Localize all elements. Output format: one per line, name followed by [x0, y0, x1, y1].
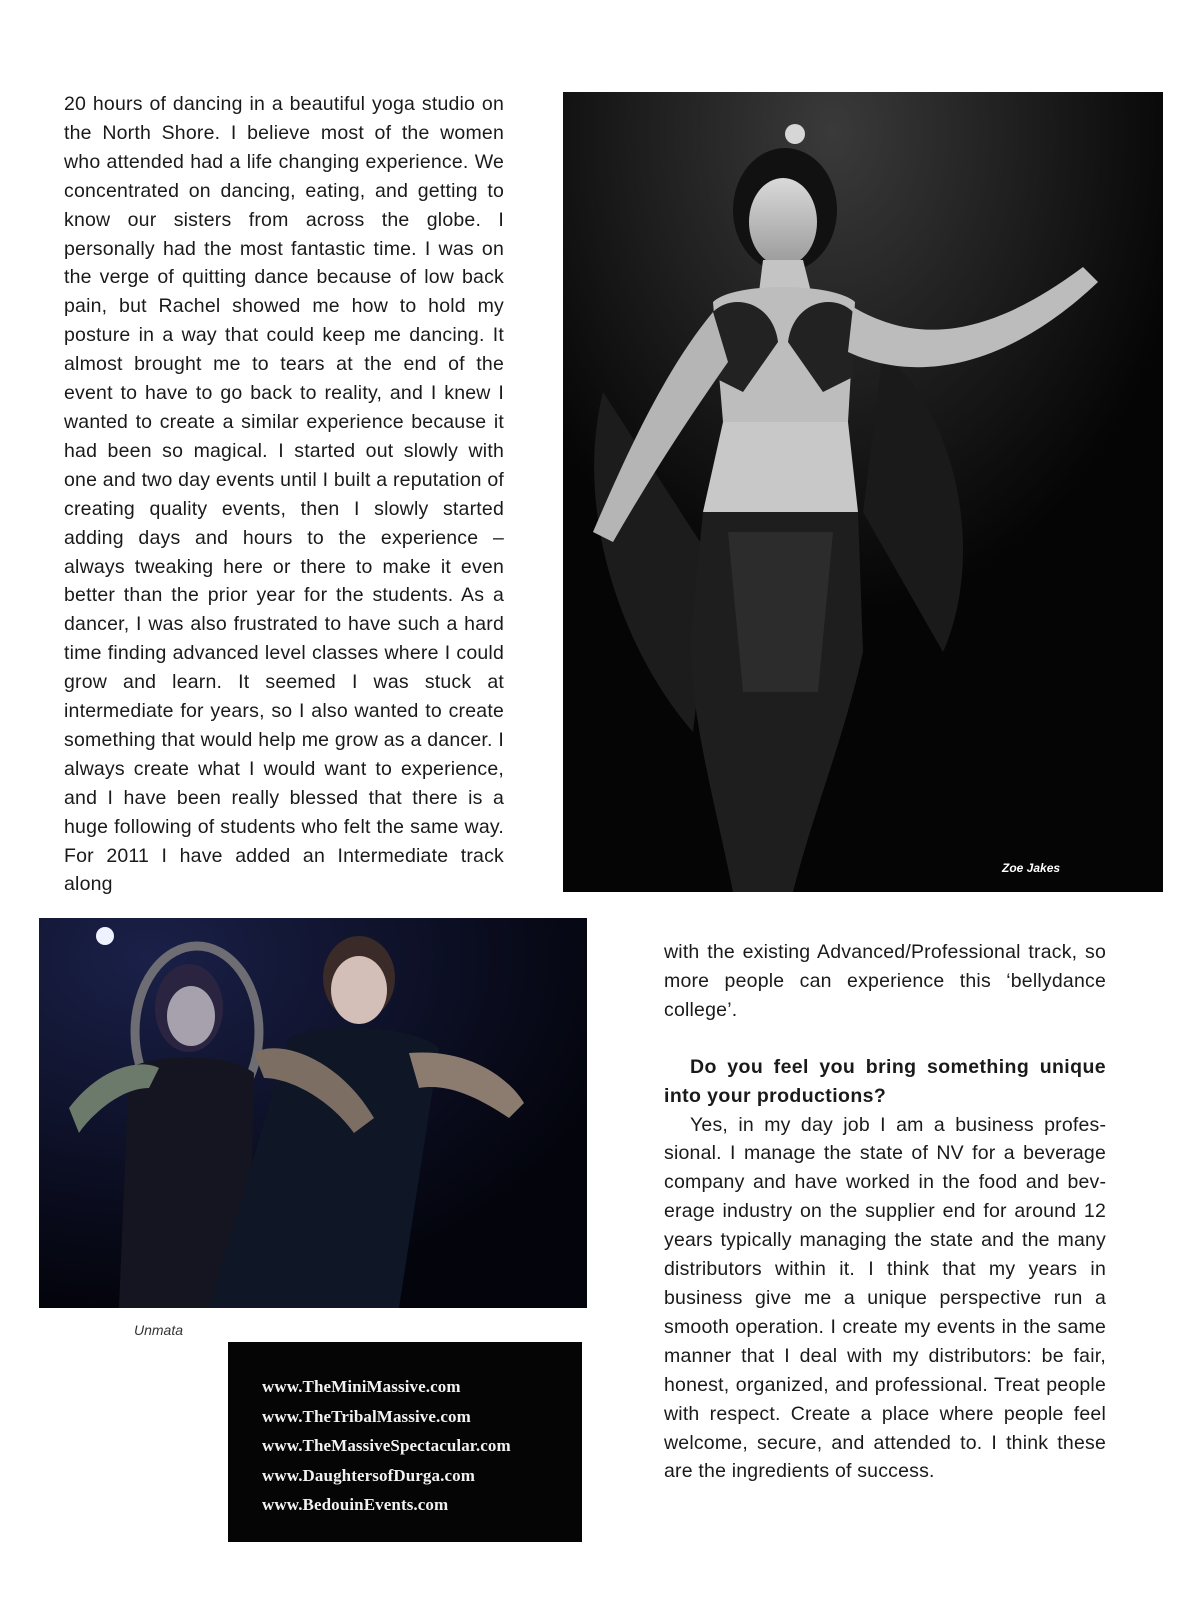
website-link[interactable]: www.TheMassiveSpectacular.com — [262, 1436, 511, 1455]
photo-caption-main: Zoe Jakes — [1002, 861, 1061, 875]
website-link[interactable]: www.TheTribalMassive.com — [262, 1406, 471, 1426]
interview-answer: Yes, in my day job I am a business professional. I manage the state of NV for a beverage company and have worked in the food and beverage industry on the supplier end for around 12 years typically managing the state and the many distributors within it. I think that my years in business give me a unique perspective run a smooth operation. I create my events in the same manner that I deal with my distributors: be fair, honest, organized, and professional. Treat people with respect. Create a place where people feel welcome, secure, and attended to. I think these are the ingredients of success. — [664, 1113, 1106, 1483]
article-column-left — [64, 90, 504, 899]
interview-question: Do you feel you bring something unique into your productions? — [664, 1055, 1106, 1107]
dancer-illustration — [563, 92, 1163, 892]
article-continuation: with the existing Advanced/Professional track, so more people can experience this ‘bellydance college’. — [664, 941, 1106, 1021]
website-link[interactable]: www.BedouinEvents.com — [262, 1495, 449, 1514]
dancers-illustration — [39, 918, 587, 1308]
photo-caption-group: Unmata — [134, 1322, 184, 1338]
website-link[interactable]: www.DaughtersofDurga.com — [262, 1465, 475, 1485]
article-paragraph: 20 hours of dancing in a beautiful yoga studio on the North Shore. I believe most of the women who attended had a life changing experience. We concentrated on dancing, eating, and getting to know our sisters from across the globe. I personally had the most fantastic time. I was on the verge of quitting dance because of low back pain, but Rachel showed me how to hold my posture in a way that could keep me dancing. It almost brought me to tears at the end of the event to have to go back to reality, and I knew I wanted to create a similar experience because it had been so magical. I started out slowly with one and two day events until I built a reputation of creating quality events, then I slowly started adding days and hours to the experience – always tweaking here or there to make it even better than the prior year for the students. As a dancer, I was also frustrated to have such a hard time finding advanced level classes where I could grow and learn. It seemed I was stuck at intermediate for years, so I also wanted to create something that would help me grow as a dancer. I always create what I would want to experience, and I have been really blessed that there is a huge following of students who felt the same way. For 2011 I have added an Intermediate track along — [64, 93, 504, 896]
article-column-right — [664, 938, 1106, 1486]
dancer-photo-main — [563, 92, 1163, 892]
website-links-box — [228, 1342, 582, 1542]
website-link[interactable]: www.TheMiniMassive.com — [262, 1377, 461, 1396]
dancer-photo-group — [39, 918, 587, 1308]
